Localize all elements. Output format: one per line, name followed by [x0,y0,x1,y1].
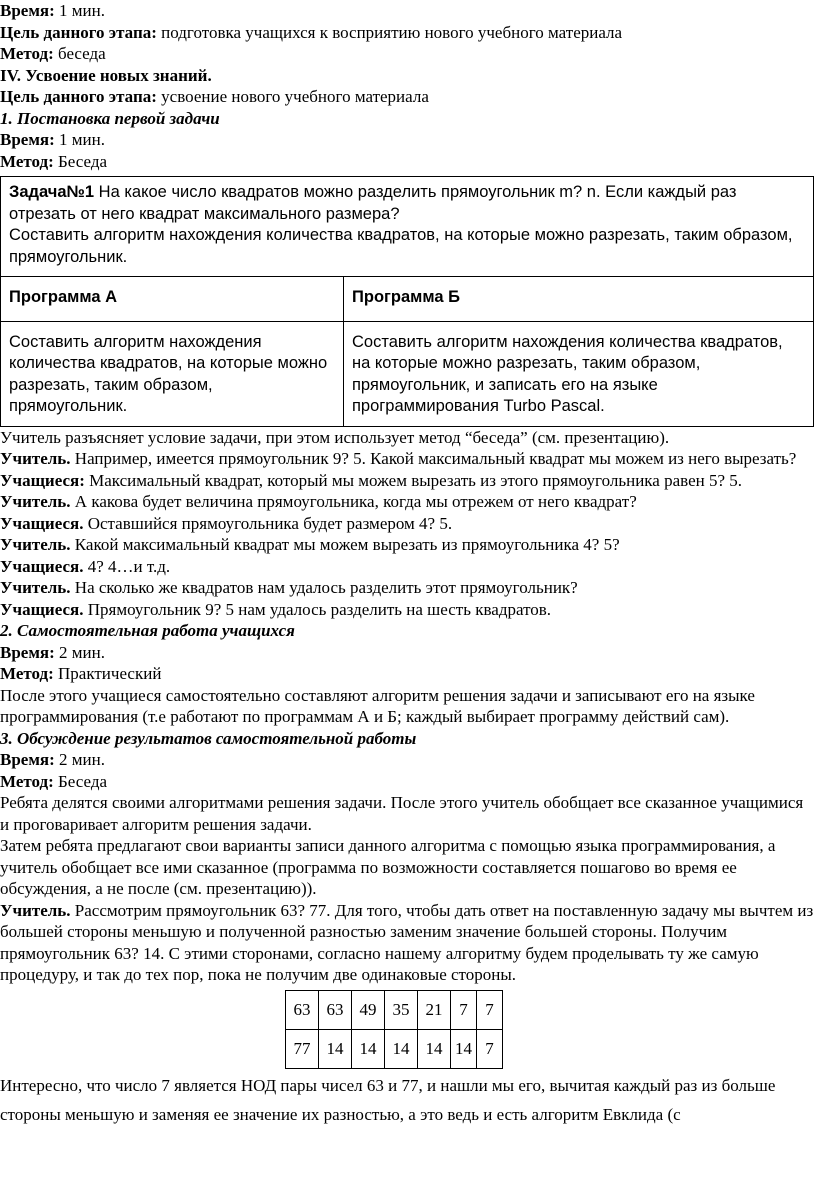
program-a-text: Составить алгоритм нахождения количества квадратов, на которые можно разрезать, таким образом, прямоугольник. [1,321,344,426]
part-2-time: Время: 2 мин. [0,642,105,662]
table-cell: 7 [477,990,503,1029]
table-cell: 14 [418,1029,451,1068]
dialog-students-2: Учащиеся. Оставшийся прямоугольника будет размером 4? 5. [0,513,453,533]
part-1-title: 1. Постановка первой задачи [0,108,220,128]
dialog-teacher-1: Учитель. Например, имеется прямоугольник 9? 5. Какой максимальный квадрат мы можем из него вырезать? [0,449,797,468]
table-row [286,1029,503,1068]
part-3-time: Время: 2 мин. [0,750,105,769]
table-cell: 63 [286,990,319,1029]
dialog-students-4: Учащиеся. Прямоугольник 9? 5 нам удалось разделить на шесть квадратов. [0,599,552,619]
dialog-students-1: Учащиеся: Максимальный квадрат, который мы можем вырезать из этого прямоугольника равен 5? 5. [0,470,743,490]
part-2-text: После этого учащиеся самостоятельно составляют алгоритм решения задачи и записывают его на языке программирования (т.е работают по программам А и Б; каждый выбирает программу действий сам). [0,685,755,726]
part-3-paragraph-3: Учитель. Рассмотрим прямоугольник 63? 77. Для того, чтобы дать ответ на поставленную задачу мы вычтем из большей стороны меньшую и полученной разностью заменим значение большей стороны. Получим прямоугольник 63? 14. С этими сторонами, согласно нашему алгоритму будем проделывать ту же самую процедуру, и так до тех пор, пока не получим две одинаковые стороны. [0,900,814,984]
table-cell: 14 [352,1029,385,1068]
table-cell: 63 [319,990,352,1029]
part-1-method: Метод: Беседа [0,151,108,171]
dialog-teacher-2: Учитель. А какова будет величина прямоугольника, когда мы отрежем от него квадрат? [0,492,637,511]
dialog-students-3: Учащиеся. 4? 4…и т.д. [0,556,171,576]
intro-goal: Цель данного этапа: подготовка учащихся к восприятию нового учебного материала [0,22,623,42]
table-cell: 7 [477,1029,503,1068]
program-b-header: Программа Б [344,277,814,322]
task-statement: Задача№1 На какое число квадратов можно разделить прямоугольник m? n. Если каждый раз отрезать от него квадрат максимального размера? Составить алгоритм нахождения количества квадратов, на которые можно разрезать, таким образом, прямоугольник. [1,177,814,277]
intro-time: Время: 1 мин. [0,1,105,20]
table-cell: 14 [319,1029,352,1068]
part-3-method: Метод: Беседа [0,771,108,791]
program-b-text: Составить алгоритм нахождения количества квадратов, на которые можно разрезать, таким образом, прямоугольник, и записать его на языке программирования Turbo Pascal. [344,321,814,426]
table-cell: 21 [418,990,451,1029]
part-3-paragraph-2: Затем ребята предлагают свои варианты записи данного алгоритма с помощью языка программирования, а учитель обобщает все ими сказанное (программа по возможности составляется пошагово во время ее обсуждения, а не после (см. презентацию)). [0,836,776,898]
task-table [0,176,814,427]
program-a-header: Программа А [1,277,344,322]
section-4-title: IV. Усвоение новых знаний. [0,65,212,85]
table-cell: 35 [385,990,418,1029]
euclid-steps-table [285,990,503,1069]
part-3-title: 3. Обсуждение результатов самостоятельной работы [0,728,417,748]
dialog-teacher-3: Учитель. Какой максимальный квадрат мы можем вырезать из прямоугольника 4? 5? [0,535,620,554]
table-cell: 77 [286,1029,319,1068]
dialog-intro: Учитель разъясняет условие задачи, при этом использует метод “беседа” (см. презентацию). [0,427,670,447]
closing-paragraph: Интересно, что число 7 является НОД пары чисел 63 и 77, и нашли мы его, вычитая каждый раз из больше стороны меньшую и заменяя ее значение их разностью, а это ведь и есть алгоритм Евклида (с [0,1075,776,1124]
part-2-method: Метод: Практический [0,664,162,683]
intro-method: Метод: беседа [0,44,106,63]
table-cell: 14 [385,1029,418,1068]
table-cell: 7 [451,990,477,1029]
table-cell: 14 [451,1029,477,1068]
table-row [286,990,503,1029]
part-2-title: 2. Самостоятельная работа учащихся [0,621,295,640]
part-3-paragraph-1: Ребята делятся своими алгоритмами решения задачи. После этого учитель обобщает все сказанное учащимися и проговаривает алгоритм решения задачи. [0,793,804,834]
part-1-time: Время: 1 мин. [0,130,105,149]
dialog-teacher-4: Учитель. На сколько же квадратов нам удалось разделить этот прямоугольник? [0,578,578,597]
section-4-goal: Цель данного этапа: усвоение нового учебного материала [0,87,429,106]
table-cell: 49 [352,990,385,1029]
